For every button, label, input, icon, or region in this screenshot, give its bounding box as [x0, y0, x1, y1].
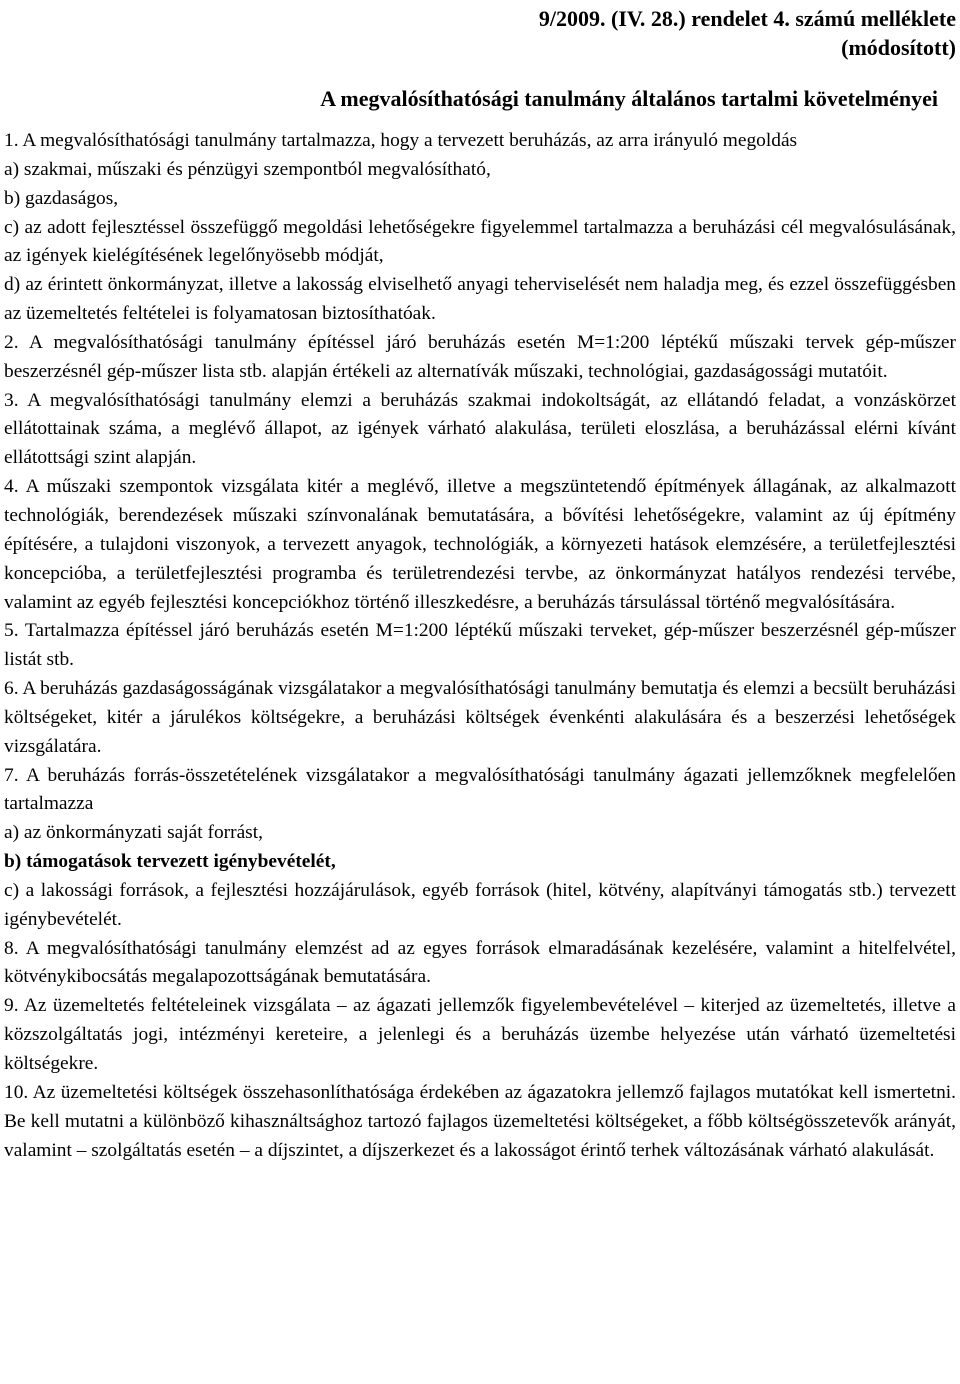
paragraph-7-intro: 7. A beruházás forrás-összetételének vizsgálatakor a megvalósíthatósági tanulmány ágazati jellemzőknek megfelelően tartalmazza: [4, 764, 956, 815]
amended-note: (módosított): [841, 35, 956, 60]
regulation-reference-line: 9/2009. (IV. 28.) rendelet 4. számú melléklete: [538, 6, 956, 31]
paragraph-1-item-c: c) az adott fejlesztéssel összefüggő megoldási lehetőségekre figyelemmel tartalmazza a beruházási cél megvalósulásának, az igények kielégítésének legelőnyösebb módját,: [4, 216, 956, 267]
paragraph-9: 9. Az üzemeltetés feltételeinek vizsgálata – az ágazati jellemzők figyelembevételével – kiterjed az üzemeltetés, illetve a közszolgáltatás jogi, intézményi kereteire, a jelenlegi és a beruházás üzembe helyezése után várható üzemeltetési költségekre.: [4, 995, 956, 1074]
paragraph-8: 8. A megvalósíthatósági tanulmány elemzést ad az egyes források elmaradásának kezelésére, valamint a hitelfelvétel, kötvénykibocsátás megalapozottságának bemutatására.: [4, 937, 956, 988]
document-page: [4, 0, 956, 1165]
document-body: [4, 127, 956, 1165]
paragraph-7-item-c: c) a lakossági források, a fejlesztési hozzájárulások, egyéb források (hitel, kötvény, alapítványi támogatás stb.) tervezett igénybevételét.: [4, 879, 956, 930]
paragraph-10: 10. Az üzemeltetési költségek összehasonlíthatósága érdekében az ágazatokra jellemző fajlagos mutatókat kell ismertetni. Be kell mutatni a különböző kihasználtsághoz tartozó fajlagos üzemeltetési költségeket, a főbb költségösszetevők arányát, valamint – szolgáltatás esetén – a díjszintet, a díjszerkezet és a lakosságot érintő terhek változásának várható alakulását.: [4, 1081, 956, 1161]
paragraph-4: 4. A műszaki szempontok vizsgálata kitér a meglévő, illetve a megszüntetendő építmények állagának, az alkalmazott technológiák, berendezések műszaki színvonalának bemutatására, a bővítési lehetőségekre, valamint az új építmény építésére, a tulajdoni viszonyok, a tervezett anyagok, technológiák, a környezeti hatások elemzésére, a területfejlesztési koncepcióba, a területfejlesztési programba és területrendezési tervbe, az önkormányzat hatályos rendezési tervébe, valamint az egyéb fejlesztési koncepciókhoz történő illeszkedésre, a beruházás társulással történő megvalósítására.: [4, 476, 956, 613]
paragraph-2: 2. A megvalósíthatósági tanulmány építéssel járó beruházás esetén M=1:200 léptékű műszaki tervek gép-műszer beszerzésnél gép-műszer lista stb. alapján értékeli az alternatívák műszaki, technológiai, gazdaságossági mutatóit.: [4, 331, 956, 382]
paragraph-7-item-b: b) támogatások tervezett igénybevételét,: [4, 851, 336, 873]
paragraph-1-intro: 1. A megvalósíthatósági tanulmány tartalmazza, hogy a tervezett beruházás, az arra irányuló megoldás: [4, 130, 798, 151]
paragraph-1-item-b: b) gazdaságos,: [4, 187, 119, 209]
paragraph-3: 3. A megvalósíthatósági tanulmány elemzi a beruházás szakmai indokoltságát, az ellátandó feladat, a vonzáskörzet ellátottainak száma, a meglévő állapot, az igények várható alakulása, területi eloszlása, a beruházással elérni kívánt ellátottsági szint alapján.: [4, 389, 956, 469]
paragraph-1-item-d: d) az érintett önkormányzat, illetve a lakosság elviselhető anyagi teherviselését nem haladja meg, és ezzel összefüggésben az üzemeltetés feltételei is folyamatosan biztosíthatóak.: [4, 274, 956, 325]
paragraph-7-item-a: a) az önkormányzati saját forrást,: [4, 822, 263, 844]
paragraph-5: 5. Tartalmazza építéssel járó beruházás esetén M=1:200 léptékű műszaki terveket, gép-műszer beszerzésnél gép-műszer listát stb.: [4, 620, 956, 671]
document-title: A megvalósíthatósági tanulmány általános tartalmi követelményei: [320, 86, 938, 111]
paragraph-6: 6. A beruházás gazdaságosságának vizsgálatakor a megvalósíthatósági tanulmány bemutatja és elemzi a becsült beruházási költségeket, kitér a járulékos költségekre, a beruházási költségek évenkénti alakulására és a beszerzési lehetőségek vizsgálatára.: [4, 678, 956, 757]
regulation-reference: [4, 4, 956, 62]
paragraph-1-item-a: a) szakmai, műszaki és pénzügyi szempontból megvalósítható,: [4, 158, 491, 180]
